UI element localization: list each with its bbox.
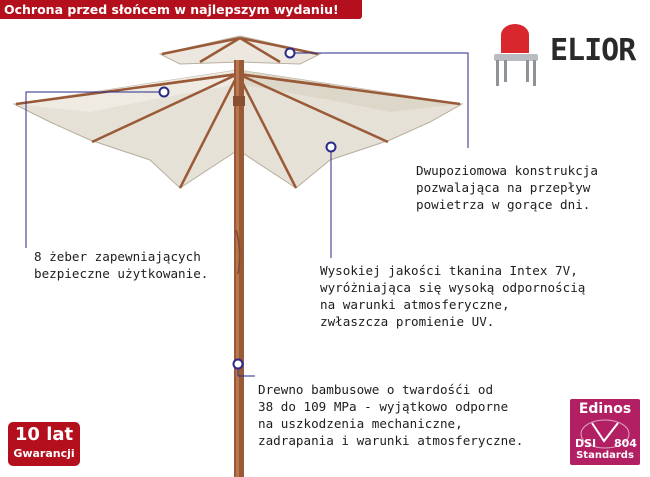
airflow-callout: Dwupoziomowa konstrukcja pozwalająca na przepływ powietrza w gorące dni.	[416, 163, 598, 212]
header-banner: Ochrona przed słońcem w najlepszym wydaniu!	[0, 0, 362, 19]
standards-code-right: 804	[614, 437, 637, 450]
armchair-icon	[484, 20, 544, 90]
standards-badge	[570, 399, 640, 465]
brand-name: ELIOR	[550, 33, 636, 68]
ribs-callout: 8 żeber zapewniających bezpieczne użytkowanie.	[34, 249, 209, 281]
standards-code-left: DSI	[575, 437, 597, 450]
standards-brand: Edinos	[578, 401, 632, 417]
warranty-badge	[8, 422, 80, 466]
warranty-years: 10 lat	[14, 424, 74, 445]
umbrella-pole	[233, 60, 245, 477]
wood-callout: Drewno bambusowe o twardośći od 38 do 109 MPa - wyjątkowo odporne na uszkodzenia mechaniczne, zadrapania i warunki atmosferyczne.	[258, 382, 524, 448]
fabric-callout: Wysokiej jakości tkanina Intex 7V, wyróżniająca się wysoką odpornością na warunki atmosferyczne, zwłaszcza promienie UV.	[320, 263, 586, 329]
warranty-label: Gwarancji	[13, 447, 75, 460]
standards-label: Standards	[576, 450, 634, 461]
